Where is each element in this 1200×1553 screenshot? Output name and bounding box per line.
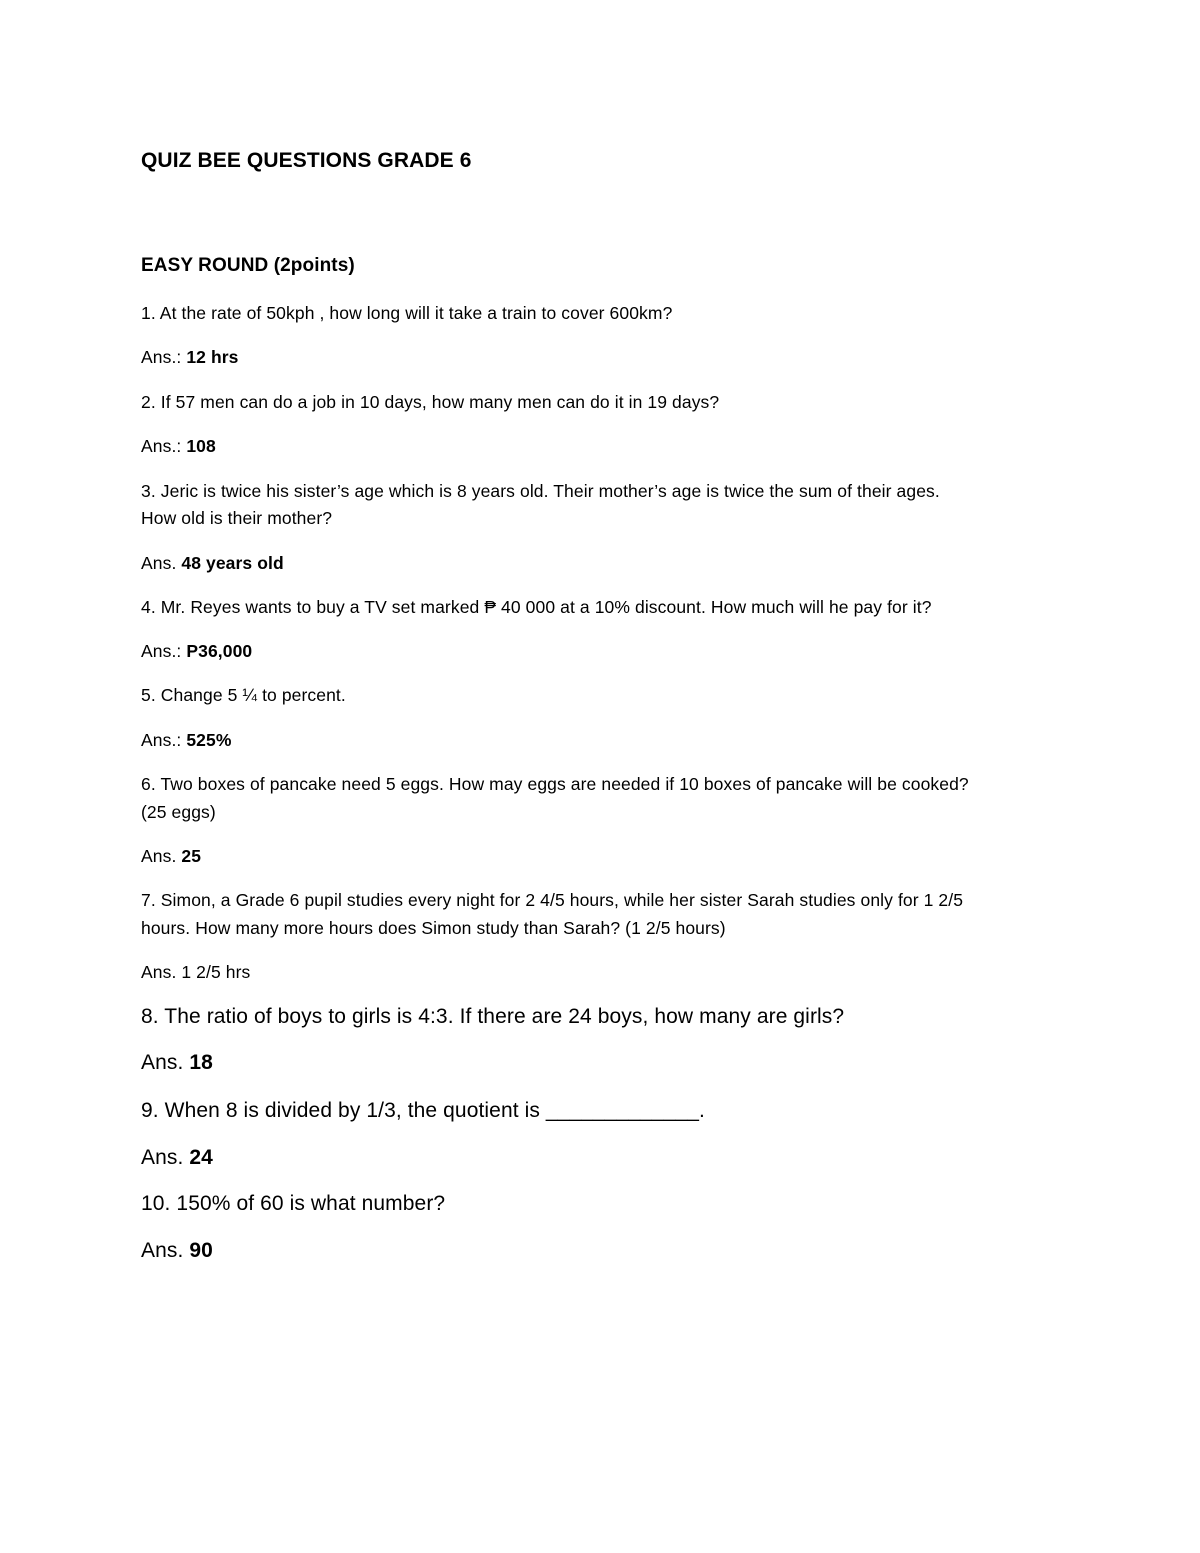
answer-label: Ans. [141, 1146, 190, 1169]
answer-value: 48 years old [181, 553, 284, 573]
answer-label: Ans. [141, 553, 182, 573]
answer-label: Ans.: [141, 730, 187, 750]
question-3-line-2: How old is their mother? [141, 508, 333, 528]
answer-7: Ans. 1 2/5 hrs [141, 962, 251, 982]
answer-label: Ans.: [141, 436, 187, 456]
answer-label: Ans.: [141, 347, 187, 367]
question-7-line-2: hours. How many more hours does Simon study than Sarah? (1 2/5 hours) [141, 918, 726, 938]
answer-value: 525% [186, 730, 232, 750]
question-4: 4. Mr. Reyes wants to buy a TV set marked ₱ 40 000 at a 10% discount. How much will he pay for it? [141, 597, 932, 617]
question-2: 2. If 57 men can do a job in 10 days, how many men can do it in 19 days? [141, 392, 720, 412]
answer-3 [141, 552, 284, 574]
question-10: 10. 150% of 60 is what number? [141, 1192, 446, 1215]
question-9: 9. When 8 is divided by 1/3, the quotient is _____________. [141, 1099, 705, 1122]
answer-label: Ans. [141, 846, 182, 866]
question-6-line-2: (25 eggs) [141, 802, 216, 822]
answer-5 [141, 729, 232, 751]
question-6-line-1: 6. Two boxes of pancake need 5 eggs. How may eggs are needed if 10 boxes of pancake will be cooked? [141, 774, 969, 794]
section-heading: EASY ROUND (2points) [141, 255, 355, 276]
answer-8 [141, 1050, 213, 1076]
answer-value: 18 [189, 1051, 213, 1074]
answer-label: Ans. [141, 1239, 190, 1262]
question-7-line-1: 7. Simon, a Grade 6 pupil studies every night for 2 4/5 hours, while her sister Sarah studies only for 1 2/5 [141, 890, 964, 910]
answer-value: 108 [186, 436, 216, 456]
answer-value: 24 [189, 1146, 213, 1169]
answer-value: 90 [189, 1239, 213, 1262]
answer-value: 12 hrs [186, 347, 239, 367]
answer-1 [141, 346, 239, 368]
question-8: 8. The ratio of boys to girls is 4:3. If there are 24 boys, how many are girls? [141, 1005, 845, 1028]
answer-10 [141, 1238, 213, 1264]
answer-label: Ans.: [141, 641, 187, 661]
answer-9 [141, 1145, 213, 1171]
answer-label: Ans. [141, 1051, 190, 1074]
answer-6 [141, 845, 201, 867]
answer-value: 25 [181, 846, 202, 866]
page-title: QUIZ BEE QUESTIONS GRADE 6 [141, 149, 472, 172]
answer-2 [141, 435, 216, 457]
answer-value: P36,000 [186, 641, 253, 661]
question-3-line-1: 3. Jeric is twice his sister’s age which is 8 years old. Their mother’s age is twice the sum of their ages. [141, 481, 940, 501]
question-5: 5. Change 5 ¼ to percent. [141, 685, 346, 705]
answer-4 [141, 640, 252, 662]
question-1: 1. At the rate of 50kph , how long will it take a train to cover 600km? [141, 303, 673, 323]
